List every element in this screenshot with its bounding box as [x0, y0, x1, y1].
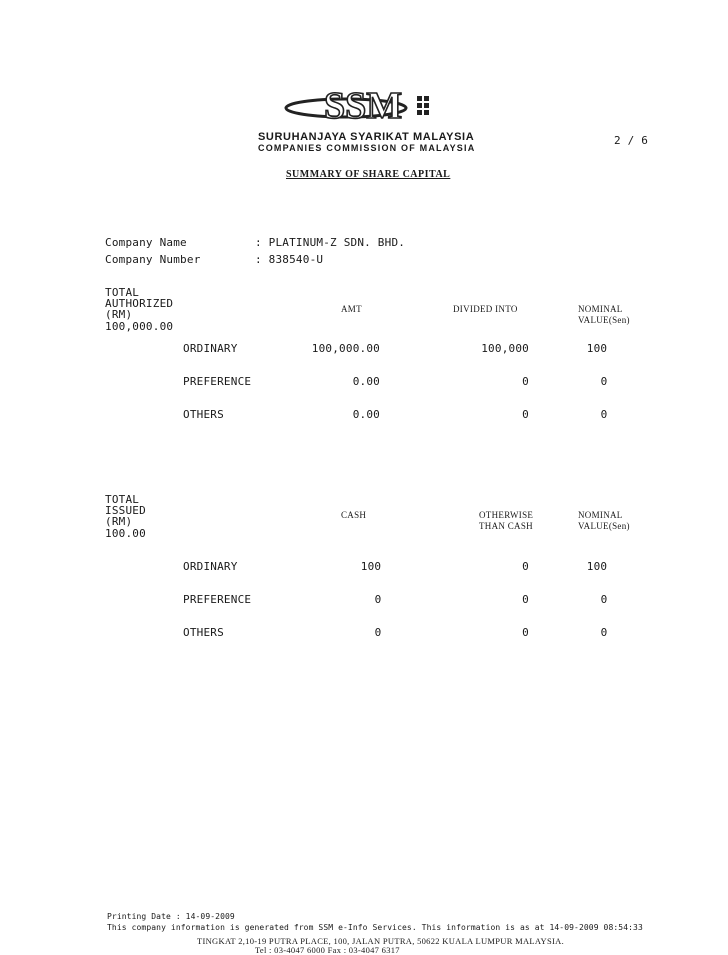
- org-name-malay: SURUHANJAYA SYARIKAT MALAYSIA: [258, 131, 475, 143]
- share-type: PREFERENCE: [183, 593, 252, 606]
- document-title: SUMMARY OF SHARE CAPITAL: [286, 169, 451, 180]
- logo-text: SSM: [324, 85, 403, 127]
- col-header-cash: CASH: [341, 510, 367, 520]
- divided-value: 100,000: [481, 342, 529, 355]
- otherwise-value: 0: [522, 626, 529, 639]
- cash-value: 0: [374, 626, 382, 639]
- issued-label-line: TOTAL: [105, 493, 140, 506]
- ssm-logo: [284, 82, 434, 130]
- divided-value: 0: [522, 375, 529, 388]
- amt-value: 0.00: [352, 375, 380, 388]
- authorized-label-line: (RM): [105, 308, 133, 321]
- share-type: ORDINARY: [183, 560, 238, 573]
- col-header-nominal: NOMINAL: [578, 510, 623, 520]
- otherwise-value: 0: [522, 593, 529, 606]
- page-indicator: 2 / 6: [614, 134, 649, 147]
- cash-value: 0: [374, 593, 382, 606]
- amt-value: 100,000.00: [311, 342, 380, 355]
- company-name-value: : PLATINUM-Z SDN. BHD.: [255, 236, 406, 249]
- logo-dots: [417, 96, 429, 115]
- share-type: ORDINARY: [183, 342, 238, 355]
- footer-info-line: This company information is generated from SSM e-Info Services. This information is as at 14-09-2009 08:54:33: [107, 923, 643, 932]
- company-number-value: : 838540-U: [255, 253, 324, 266]
- company-name-label: Company Name: [105, 236, 187, 249]
- issued-label-line: (RM): [105, 515, 133, 528]
- col-header-otherwise: OTHERWISE: [479, 510, 534, 520]
- col-header-amt: AMT: [341, 304, 362, 314]
- amt-value: 0.00: [352, 408, 380, 421]
- col-header-nominal-value: VALUE(Sen): [578, 315, 630, 325]
- nominal-value: 100: [586, 560, 608, 573]
- authorized-label-line: TOTAL: [105, 286, 140, 299]
- col-header-than-cash: THAN CASH: [479, 521, 533, 531]
- nominal-value: 0: [600, 408, 608, 421]
- footer-contact: Tel : 03-4047 6000 Fax : 03-4047 6317: [255, 945, 400, 955]
- col-header-divided-into: DIVIDED INTO: [453, 304, 518, 314]
- otherwise-value: 0: [522, 560, 529, 573]
- nominal-value: 0: [600, 626, 608, 639]
- col-header-nominal-value: VALUE(Sen): [578, 521, 630, 531]
- company-number-label: Company Number: [105, 253, 201, 266]
- cash-value: 100: [360, 560, 382, 573]
- col-header-nominal: NOMINAL: [578, 304, 623, 314]
- share-type: PREFERENCE: [183, 375, 252, 388]
- authorized-total-value: 100,000.00: [105, 320, 174, 333]
- authorized-label-line: AUTHORIZED: [105, 297, 174, 310]
- org-name-english: COMPANIES COMMISSION OF MALAYSIA: [258, 143, 476, 153]
- printing-date: Printing Date : 14-09-2009: [107, 912, 235, 921]
- divided-value: 0: [522, 408, 529, 421]
- share-type: OTHERS: [183, 626, 224, 639]
- nominal-value: 100: [586, 342, 608, 355]
- issued-label-line: ISSUED: [105, 504, 146, 517]
- footer-address: TINGKAT 2,10-19 PUTRA PLACE, 100, JALAN PUTRA, 50622 KUALA LUMPUR MALAYSIA.: [197, 936, 565, 946]
- nominal-value: 0: [600, 375, 608, 388]
- issued-total-value: 100.00: [105, 527, 146, 540]
- share-type: OTHERS: [183, 408, 224, 421]
- nominal-value: 0: [600, 593, 608, 606]
